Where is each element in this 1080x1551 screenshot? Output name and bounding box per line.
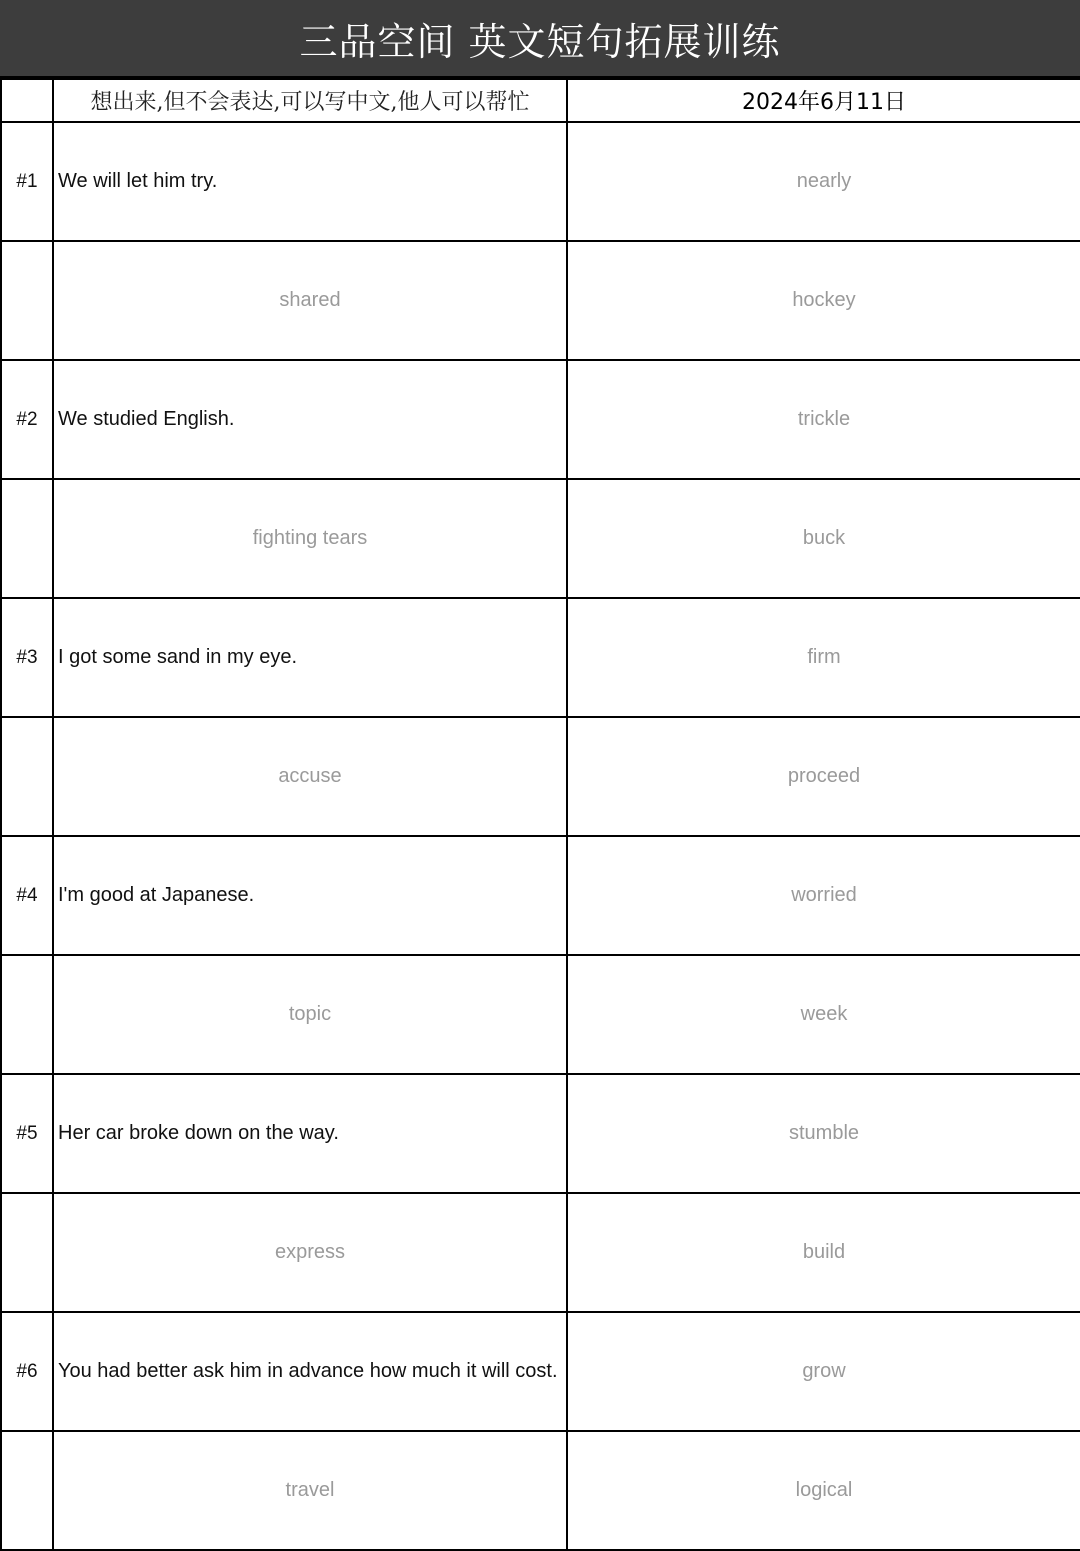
sentence-cell: We studied English. <box>53 360 567 479</box>
table-row <box>1 836 1080 955</box>
word-cell: topic <box>53 955 567 1074</box>
row-number: #4 <box>1 836 53 955</box>
table-row <box>1 241 1080 360</box>
header-date: 2024年6月11日 <box>567 79 1080 122</box>
row-number <box>1 1193 53 1312</box>
word-cell: express <box>53 1193 567 1312</box>
row-number: #1 <box>1 122 53 241</box>
word-cell: logical <box>567 1431 1080 1550</box>
row-number <box>1 241 53 360</box>
word-cell: buck <box>567 479 1080 598</box>
header-note: 想出来,但不会表达,可以写中文,他人可以帮忙 <box>53 79 567 122</box>
word-cell: hockey <box>567 241 1080 360</box>
sentence-cell: I got some sand in my eye. <box>53 598 567 717</box>
word-cell: firm <box>567 598 1080 717</box>
word-cell: travel <box>53 1431 567 1550</box>
word-cell: nearly <box>567 122 1080 241</box>
row-number: #3 <box>1 598 53 717</box>
table-row <box>1 1074 1080 1193</box>
sentence-cell: We will let him try. <box>53 122 567 241</box>
table-row <box>1 717 1080 836</box>
row-number <box>1 1431 53 1550</box>
sentence-cell: Her car broke down on the way. <box>53 1074 567 1193</box>
word-cell: build <box>567 1193 1080 1312</box>
exercise-table <box>0 78 1080 1551</box>
table-row <box>1 1431 1080 1550</box>
word-cell: worried <box>567 836 1080 955</box>
table-row <box>1 1312 1080 1431</box>
word-cell: fighting tears <box>53 479 567 598</box>
word-cell: accuse <box>53 717 567 836</box>
word-cell: grow <box>567 1312 1080 1431</box>
row-number <box>1 479 53 598</box>
row-number <box>1 717 53 836</box>
row-number: #2 <box>1 360 53 479</box>
row-number: #5 <box>1 1074 53 1193</box>
word-cell: shared <box>53 241 567 360</box>
word-cell: proceed <box>567 717 1080 836</box>
table-row <box>1 598 1080 717</box>
header-row <box>1 79 1080 122</box>
table-row <box>1 122 1080 241</box>
table-row <box>1 955 1080 1074</box>
table-row <box>1 1193 1080 1312</box>
sentence-cell: You had better ask him in advance how much it will cost. <box>53 1312 567 1431</box>
row-number <box>1 955 53 1074</box>
header-num-cell <box>1 79 53 122</box>
table-row <box>1 479 1080 598</box>
word-cell: week <box>567 955 1080 1074</box>
row-number: #6 <box>1 1312 53 1431</box>
page-title: 三品空间 英文短句拓展训练 <box>0 0 1080 78</box>
sentence-cell: I'm good at Japanese. <box>53 836 567 955</box>
table-row <box>1 360 1080 479</box>
word-cell: stumble <box>567 1074 1080 1193</box>
word-cell: trickle <box>567 360 1080 479</box>
